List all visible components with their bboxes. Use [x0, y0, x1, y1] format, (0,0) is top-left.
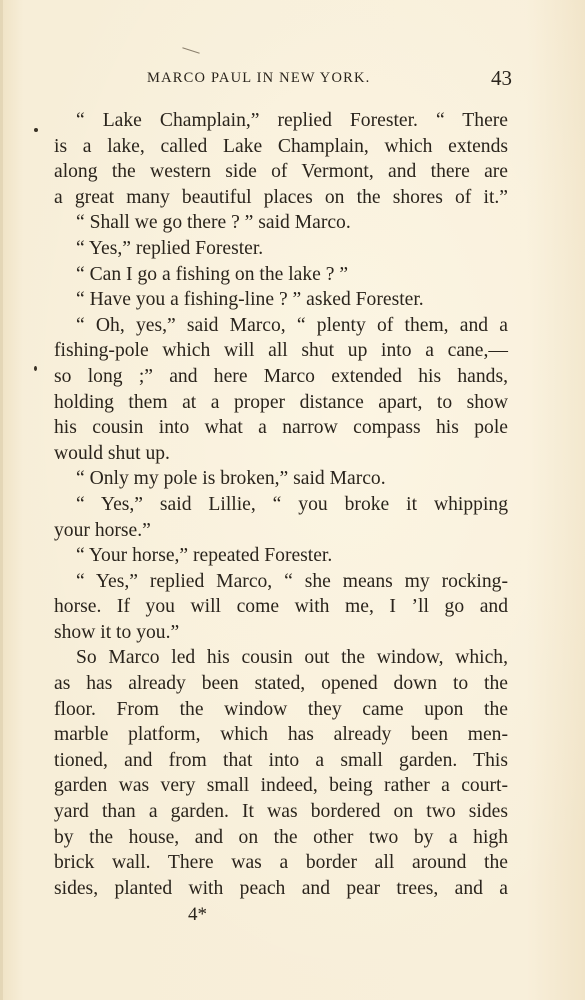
text-line: “ Oh, yes,” said Marco, “ plenty of them, and a — [76, 314, 508, 336]
ink-speck — [34, 128, 38, 132]
text-line: “ Shall we go there ? ” said Marco. — [76, 212, 351, 234]
body-text — [54, 108, 508, 901]
text-line: so long ;” and here Marco extended his hands, — [54, 365, 508, 387]
page-header — [147, 66, 512, 90]
text-line: fishing-pole which will all shut up into a cane,— — [54, 340, 508, 362]
text-line: “ Your horse,” repeated Forester. — [76, 545, 333, 567]
ink-mark — [182, 47, 199, 54]
text-line: floor. From the window they came upon the — [54, 698, 508, 720]
text-line: marble platform, which has already been men- — [54, 724, 508, 746]
text-line: would shut up. — [54, 442, 170, 464]
text-line: as has already been stated, opened down to the — [54, 673, 508, 695]
text-line: “ Yes,” said Lillie, “ you broke it whipping — [76, 493, 508, 515]
text-line: garden was very small indeed, being rather a court- — [54, 775, 508, 797]
text-line: “ Lake Champlain,” replied Forester. “ There — [76, 110, 508, 131]
text-line: holding them at a proper distance apart, to show — [54, 391, 508, 413]
text-line: horse. If you will come with me, I ’ll go and — [54, 596, 508, 618]
text-line: tioned, and from that into a small garden. This — [54, 749, 508, 771]
running-head: MARCO PAUL IN NEW YORK. — [147, 70, 371, 86]
page-edge — [0, 0, 3, 1000]
text-line: sides, planted with peach and pear trees, and a — [54, 877, 508, 899]
text-line: “ Yes,” replied Forester. — [76, 237, 264, 259]
text-line: “ Only my pole is broken,” said Marco. — [76, 468, 386, 490]
text-line: a great many beautiful places on the shores of it.” — [54, 186, 508, 208]
text-line: show it to you.” — [54, 621, 180, 643]
text-line: his cousin into what a narrow compass his pole — [54, 417, 508, 439]
page-number: 43 — [491, 66, 512, 90]
text-line: is a lake, called Lake Champlain, which extends — [54, 135, 508, 157]
text-line: “ Have you a fishing-line ? ” asked Forester. — [76, 289, 424, 311]
text-line: by the house, and on the other two by a high — [54, 826, 508, 848]
text-line: brick wall. There was a border all around the — [54, 852, 508, 874]
text-line: your horse.” — [54, 519, 151, 541]
signature-mark: 4* — [188, 904, 207, 925]
text-line: “ Yes,” replied Marco, “ she means my rocking- — [76, 570, 508, 592]
text-line: “ Can I go a fishing on the lake ? ” — [76, 263, 349, 285]
ink-speck — [34, 366, 37, 371]
text-line: along the western side of Vermont, and there are — [54, 161, 508, 183]
text-line: yard than a garden. It was bordered on two sides — [54, 801, 508, 823]
text-line: So Marco led his cousin out the window, which, — [76, 647, 508, 669]
